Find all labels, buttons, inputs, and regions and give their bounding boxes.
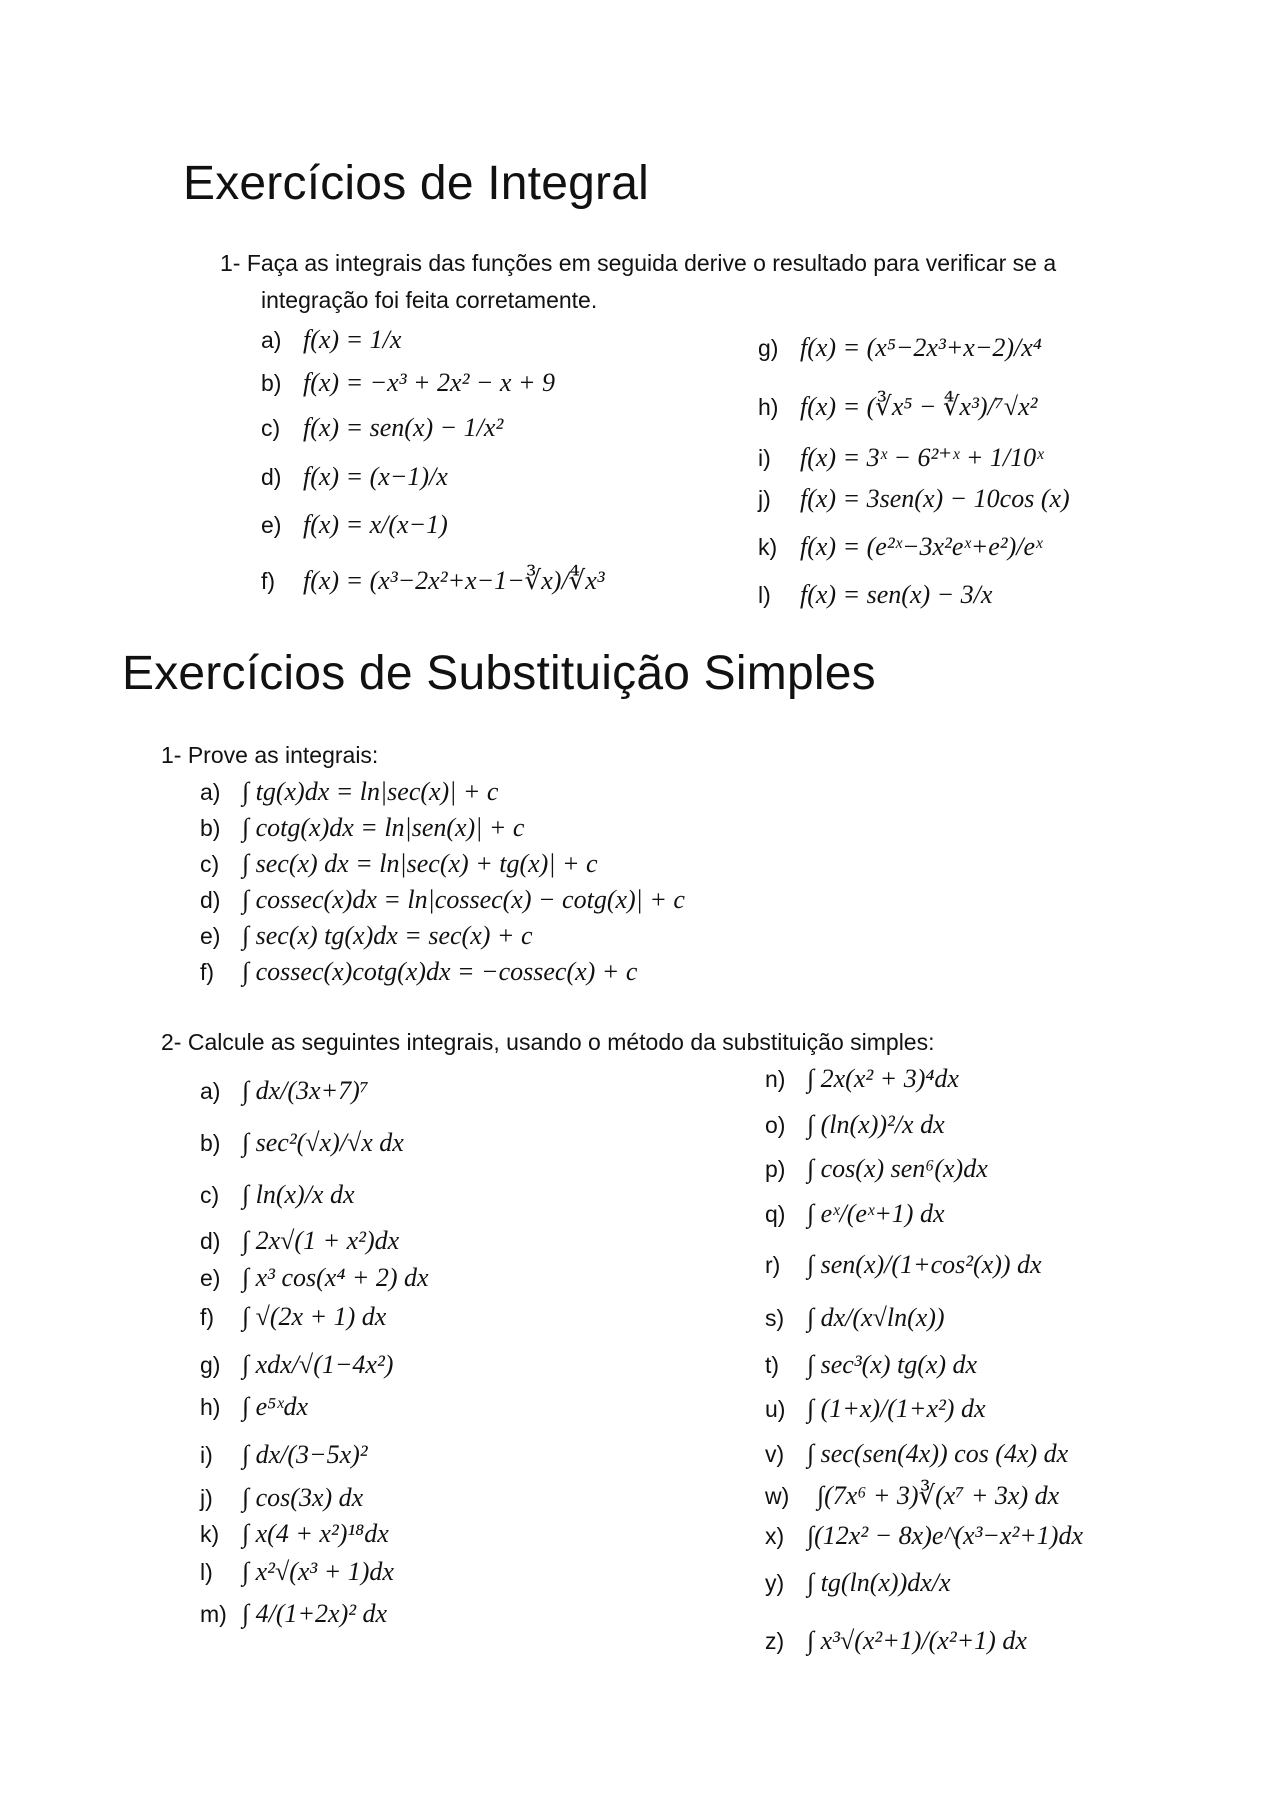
section-title-integral: Exercícios de Integral [183,157,649,210]
list-item [200,1599,387,1629]
item-label: s) [765,1304,785,1331]
item-label: g) [758,334,779,361]
list-item [765,1481,1059,1511]
item-label: p) [765,1155,786,1182]
item-label: q) [765,1200,786,1227]
math-expression: ∫ cotg(x)dx = ln|sen(x)| + c [242,813,525,842]
list-item [758,392,1037,422]
list-item [765,1110,945,1140]
question-1-line-2: integração foi feita corretamente. [261,287,598,313]
math-expression: ∫ tg(ln(x))dx/x [807,1568,951,1597]
item-label: a) [261,326,282,353]
list-item [200,1076,369,1106]
list-item [765,1394,985,1424]
list-item [200,1392,308,1422]
item-label: i) [758,444,771,471]
item-label: k) [200,1520,220,1547]
math-expression: ∫ 2x√(1 + x²)dx [242,1226,400,1255]
item-label: d) [200,1227,221,1254]
item-label: j) [200,1484,213,1511]
list-item [261,510,448,540]
math-expression: ∫ 2x(x² + 3)⁴dx [807,1064,959,1093]
list-item [200,1350,393,1380]
item-label: v) [765,1440,785,1467]
list-item [200,777,498,807]
list-item [200,1128,404,1158]
list-item [200,957,637,987]
list-item [765,1521,1083,1551]
list-item [765,1064,959,1094]
math-expression: f(x) = (∛x⁵ − ∜x³)/⁷√x² [800,392,1038,421]
math-expression: f(x) = sen(x) − 1/x² [303,413,504,442]
math-expression: ∫(7x⁶ + 3)∛(x⁷ + 3x) dx [817,1481,1060,1510]
math-expression: ∫ dx/(3−5x)² [242,1440,368,1469]
math-expression: f(x) = 3sen(x) − 10cos (x) [800,484,1070,513]
math-expression: f(x) = x/(x−1) [303,510,448,539]
item-label: l) [200,1558,213,1585]
list-item [200,1519,389,1549]
math-expression: ∫ dx/(x√ln(x)) [807,1303,945,1332]
list-item [200,921,532,951]
item-label: n) [765,1065,786,1092]
math-expression: ∫ x²√(x³ + 1)dx [242,1557,394,1586]
list-item [200,885,685,915]
item-label: w) [765,1482,790,1509]
math-expression: ∫(12x² − 8x)e^(x³−x²+1)dx [807,1521,1083,1550]
math-expression: ∫ x(4 + x²)¹⁸dx [242,1519,389,1548]
item-label: g) [200,1351,221,1378]
item-label: b) [200,814,221,841]
item-label: x) [765,1522,785,1549]
math-expression: f(x) = (x⁵−2x³+x−2)/x⁴ [800,333,1042,362]
list-item [261,368,555,398]
list-item [200,849,598,879]
list-item [200,813,524,843]
item-label: f) [200,1303,215,1330]
item-label: d) [261,463,282,490]
list-item [758,484,1070,514]
list-item [261,413,503,443]
item-label: r) [765,1251,781,1278]
question-1-line-1: 1- Faça as integrais das funções em seguida derive o resultado para verificar se a [220,250,1057,276]
list-item [200,1226,399,1256]
math-expression: ∫ x³√(x²+1)/(x²+1) dx [807,1626,1027,1655]
math-expression: f(x) = −x³ + 2x² − x + 9 [303,368,556,397]
list-item [758,580,992,610]
item-label: f) [261,567,276,594]
math-expression: ∫ sen(x)/(1+cos²(x)) dx [807,1250,1042,1279]
list-item [765,1626,1027,1656]
item-label: c) [261,414,281,441]
item-label: z) [765,1627,785,1654]
list-item [765,1250,1042,1280]
list-item [200,1483,363,1513]
list-item [261,325,401,355]
math-expression: ∫ 4/(1+2x)² dx [242,1599,388,1628]
item-label: l) [758,581,771,608]
math-expression: ∫ sec(sen(4x)) cos (4x) dx [807,1439,1069,1468]
list-item [765,1439,1068,1469]
item-label: o) [765,1111,786,1138]
item-label: a) [200,1077,221,1104]
item-label: h) [758,393,779,420]
item-label: b) [261,369,282,396]
list-item [765,1303,945,1333]
math-expression: ∫ cossec(x)dx = ln|cossec(x) − cotg(x)| + c [242,885,685,914]
math-expression: ∫ xdx/√(1−4x²) [242,1350,394,1379]
math-expression: ∫ (ln(x))²/x dx [807,1110,945,1139]
math-expression: ∫ √(2x + 1) dx [242,1302,387,1331]
item-label: c) [200,850,220,877]
math-expression: ∫ eˣ/(eˣ+1) dx [807,1199,945,1228]
item-label: y) [765,1569,785,1596]
item-label: k) [758,533,778,560]
list-item [200,1180,355,1210]
item-label: t) [765,1351,780,1378]
math-expression: ∫ sec²(√x)/√x dx [242,1128,404,1157]
math-expression: f(x) = (x³−2x²+x−1−∛x)/∜x³ [303,566,605,595]
item-label: e) [200,1264,221,1291]
math-expression: f(x) = (e²ˣ−3x²eˣ+e²)/eˣ [800,532,1043,561]
section-title-substitution: Exercícios de Substituição Simples [122,647,876,700]
question-1-title: 1- Prove as integrais: [161,742,379,768]
math-expression: ∫ tg(x)dx = ln|sec(x)| + c [242,777,499,806]
math-expression: ∫ cos(x) sen⁶(x)dx [807,1154,988,1183]
math-expression: ∫ ln(x)/x dx [242,1180,355,1209]
list-item [765,1199,945,1229]
list-item [261,462,448,492]
math-expression: ∫ sec(x) dx = ln|sec(x) + tg(x)| + c [242,849,598,878]
math-expression: f(x) = (x−1)/x [303,462,448,491]
item-label: u) [765,1395,786,1422]
item-label: i) [200,1441,213,1468]
list-item [758,443,1043,473]
math-expression: ∫ (1+x)/(1+x²) dx [807,1394,986,1423]
list-item [200,1263,429,1293]
math-expression: f(x) = 1/x [303,325,402,354]
math-expression: f(x) = 3ˣ − 6²⁺ˣ + 1/10ˣ [800,443,1044,472]
list-item [200,1302,386,1332]
item-label: m) [200,1600,227,1627]
math-expression: ∫ e⁵ˣdx [242,1392,309,1421]
list-item [765,1154,988,1184]
item-label: f) [200,958,215,985]
math-expression: f(x) = sen(x) − 3/x [800,580,993,609]
item-label: h) [200,1393,221,1420]
list-item [765,1568,951,1598]
item-label: e) [200,922,221,949]
item-label: d) [200,886,221,913]
math-expression: ∫ cossec(x)cotg(x)dx = −cossec(x) + c [242,957,638,986]
list-item [200,1557,394,1587]
item-label: e) [261,511,282,538]
math-expression: ∫ sec³(x) tg(x) dx [807,1350,978,1379]
list-item [758,333,1042,363]
item-label: j) [758,485,771,512]
list-item [758,532,1042,562]
list-item [200,1440,368,1470]
list-item [765,1350,977,1380]
math-expression: ∫ x³ cos(x⁴ + 2) dx [242,1263,429,1292]
math-expression: ∫ sec(x) tg(x)dx = sec(x) + c [242,921,533,950]
item-label: a) [200,778,221,805]
math-expression: ∫ dx/(3x+7)⁷ [242,1076,369,1105]
item-label: b) [200,1129,221,1156]
item-label: c) [200,1181,220,1208]
math-expression: ∫ cos(3x) dx [242,1483,364,1512]
list-item [261,566,605,596]
question-2-title: 2- Calcule as seguintes integrais, usando o método da substituição simples: [161,1029,935,1055]
